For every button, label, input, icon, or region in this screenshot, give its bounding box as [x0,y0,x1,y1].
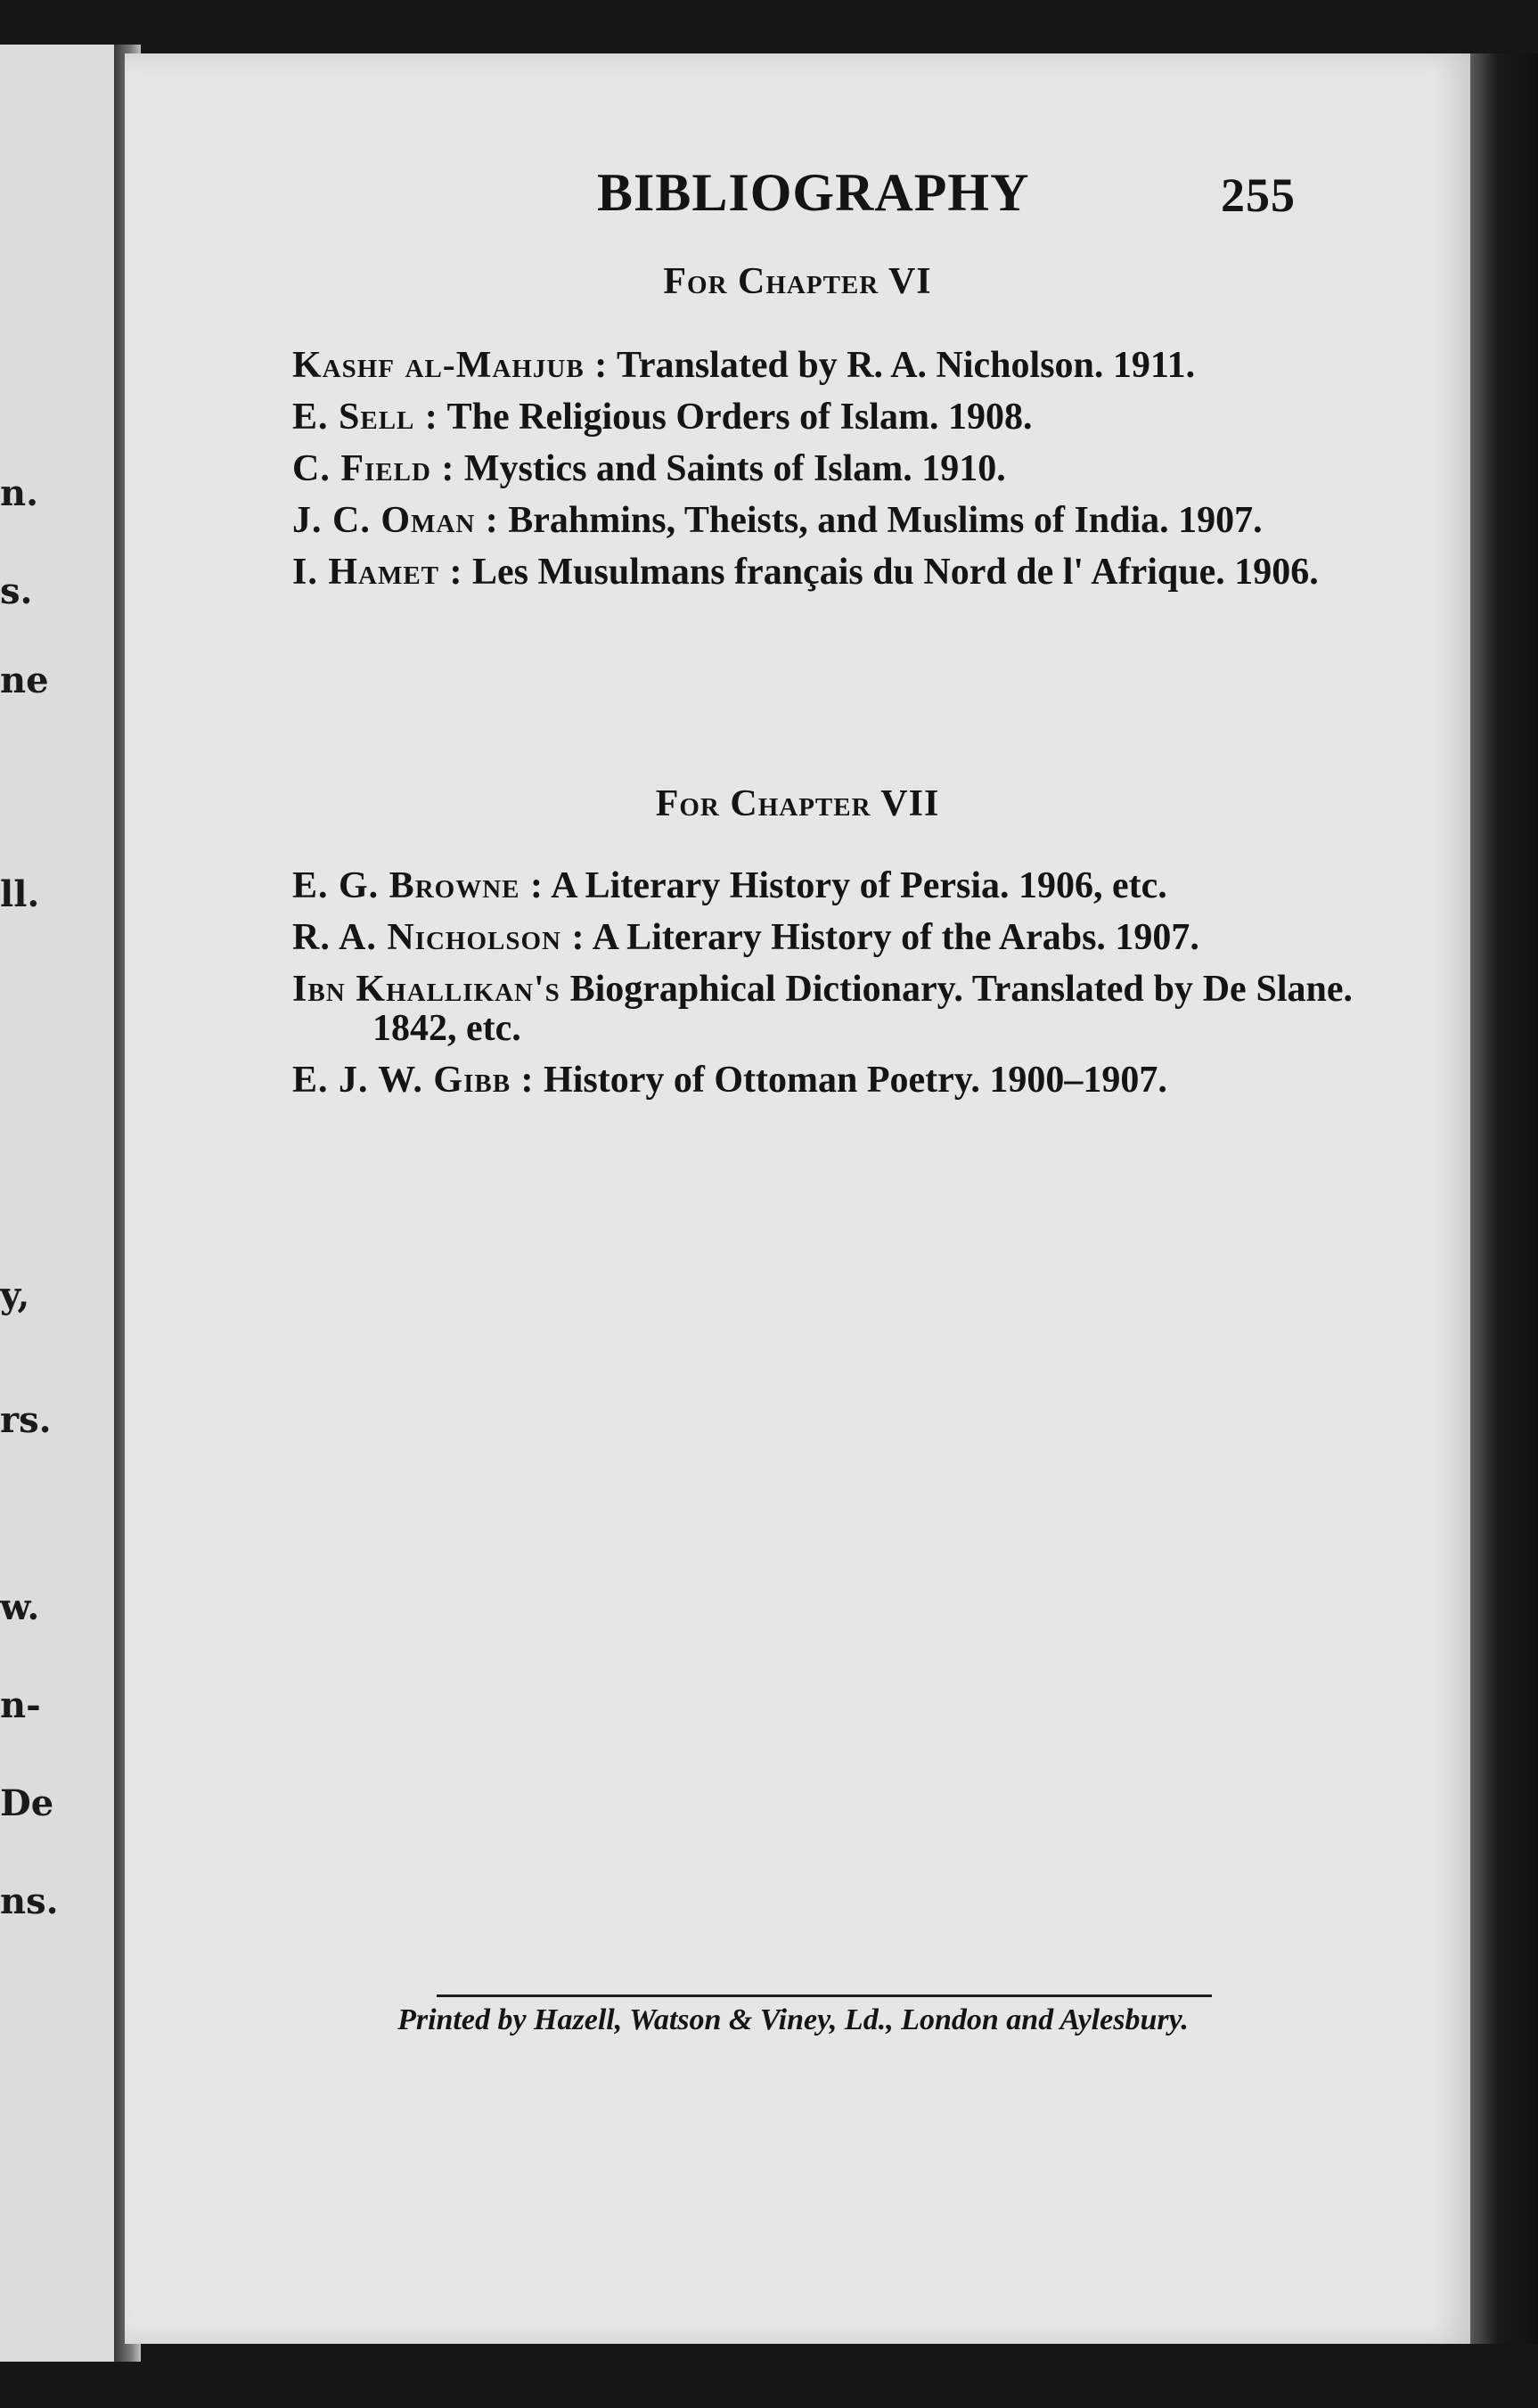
bibliography-entry [292,970,1353,1048]
entry-author: J. C. Oman : [292,500,499,541]
left-fragment: y, [0,1274,30,1316]
entry-text: A Literary History of the Arabs. 1907. [585,917,1199,958]
section-heading: For Chapter VII [655,783,940,824]
left-fragment: ne [0,659,49,701]
bibliography-page [125,53,1470,2344]
left-fragment: rs. [0,1399,52,1441]
bibliography-entry [292,866,1353,905]
entry-author: I. Hamet : [292,552,463,593]
bibliography-list [292,346,1353,604]
entry-text: The Religious Orders of Islam. 1908. [438,397,1033,438]
entry-text: Les Musulmans français du Nord de l' Afrique. 1906. [462,552,1319,593]
entry-author: R. A. Nicholson : [292,917,585,958]
entry-text: Biographical Dictionary. Translated by De Slane. 1842, etc. [372,969,1353,1049]
bibliography-entry [292,918,1353,957]
left-fragment: ll. [0,873,40,915]
bibliography-entry [292,501,1353,540]
bibliography-entry [292,553,1353,592]
bibliography-entry [292,1061,1353,1100]
footer-rule [437,1994,1212,1997]
page-title: BIBLIOGRAPHY [597,163,1030,222]
left-fragment: s. [0,570,33,612]
printer-imprint: Printed by Hazell, Watson & Viney, Ld., London and Aylesbury. [397,2003,1189,2036]
bibliography-entry [292,346,1353,385]
entry-author: Ibn Khallikan's [292,969,560,1010]
entry-text: A Literary History of Persia. 1906, etc. [543,865,1167,906]
left-fragment: w. [0,1586,40,1628]
entry-text: Translated by R. A. Nicholson. 1911. [608,345,1196,386]
left-fragment: De [0,1782,54,1824]
page-number: 255 [1221,168,1296,222]
previous-page-edge [0,45,130,2362]
left-fragment: n- [0,1684,41,1726]
entry-author: C. Field : [292,448,455,489]
entry-author: Kashf al-Mahjub : [292,345,609,386]
bibliography-list [292,866,1353,1112]
entry-author: E. Sell : [292,397,438,438]
left-fragment: ns. [0,1880,59,1922]
entry-author: E. J. W. Gibb : [292,1060,535,1101]
left-fragment: n. [0,472,39,514]
entry-text: History of Ottoman Poetry. 1900–1907. [534,1060,1167,1101]
section-heading: For Chapter VI [663,261,932,302]
page-stack-edge [1470,53,1538,2344]
entry-text: Brahmins, Theists, and Muslims of India. 1907. [498,500,1263,541]
bibliography-entry [292,397,1353,437]
bibliography-entry [292,449,1353,488]
entry-text: Mystics and Saints of Islam. 1910. [454,448,1006,489]
entry-author: E. G. Browne : [292,865,544,906]
